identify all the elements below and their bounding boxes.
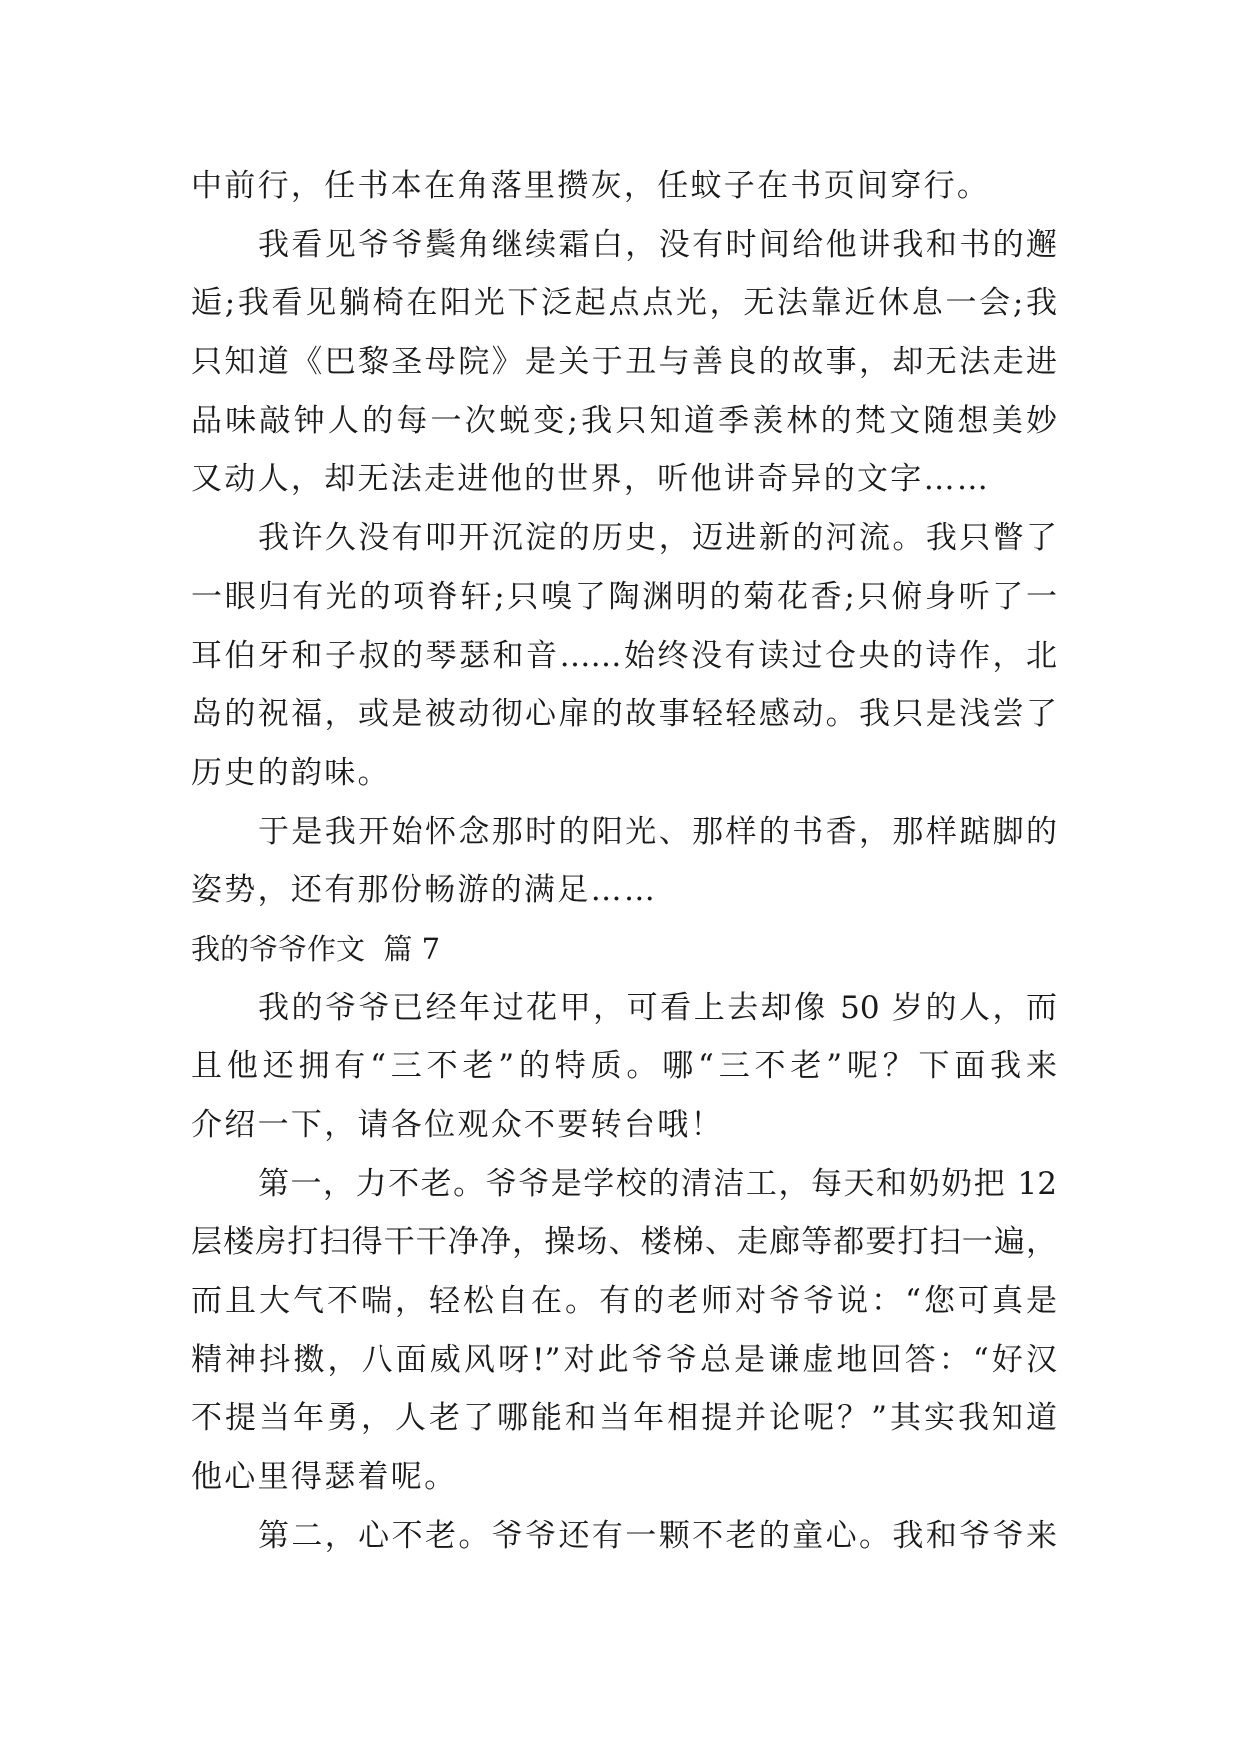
- text-line: 历史的韵味。: [191, 754, 391, 791]
- paragraph: [191, 509, 1057, 802]
- text-line: 且他还拥有“三不老”的特质。哪“三不老”呢？下面我来: [191, 1048, 1057, 1085]
- text-line: 第一，力不老。爷爷是学校的清洁工，每天和奶奶把 12: [258, 1165, 1057, 1202]
- text-line: 不提当年勇，人老了哪能和当年相提并论呢？”其实我知道: [191, 1400, 1057, 1437]
- paragraph: [191, 216, 1057, 509]
- text-line: 精神抖擞，八面威风呀!”对此爷爷总是谦虚地回答：“好汉: [191, 1341, 1057, 1378]
- paragraph: [191, 979, 1057, 1155]
- text-line: 逅;我看见躺椅在阳光下泛起点点光，无法靠近休息一会;我: [191, 285, 1057, 322]
- paragraph: [191, 803, 1057, 920]
- text-line: 他心里得瑟着呢。: [191, 1459, 458, 1496]
- text-line: 姿势，还有那份畅游的满足……: [191, 872, 658, 909]
- text-line: 层楼房打扫得干干净净，操场、楼梯、走廊等都要打扫一遍，: [191, 1224, 1057, 1261]
- text-line: 第二，心不老。爷爷还有一颗不老的童心。我和爷爷来: [258, 1517, 1057, 1554]
- text-line: 品味敲钟人的每一次蜕变;我只知道季羡林的梵文随想美妙: [191, 402, 1057, 439]
- text-line: 我看见爷爷鬓角继续霜白，没有时间给他讲我和书的邂: [258, 226, 1057, 263]
- text-line: 于是我开始怀念那时的阳光、那样的书香，那样踮脚的: [258, 813, 1057, 850]
- paragraph: [191, 1155, 1057, 1507]
- text-line: 耳伯牙和子叔的琴瑟和音……始终没有读过仓央的诗作，北: [191, 637, 1057, 674]
- paragraph: [191, 157, 1057, 216]
- text-line: 介绍一下，请各位观众不要转台哦！: [191, 1107, 724, 1143]
- text-line: 只知道《巴黎圣母院》是关于丑与善良的故事，却无法走进: [191, 344, 1057, 381]
- paragraph: [191, 1507, 1057, 1566]
- text-line: 中前行，任书本在角落里攒灰，任蚊子在书页间穿行。: [191, 168, 991, 204]
- text-line: 我许久没有叩开沉淀的历史，迈进新的河流。我只瞥了: [258, 520, 1057, 557]
- section-heading: 我的爷爷作文 篇 7: [191, 931, 441, 966]
- document-body: [191, 157, 1057, 1566]
- text-line: 一眼归有光的项脊轩;只嗅了陶渊明的菊花香;只俯身听了一: [191, 578, 1057, 615]
- text-line: 又动人，却无法走进他的世界，听他讲奇异的文字……: [191, 461, 991, 498]
- text-line: 而且大气不喘，轻松自在。有的老师对爷爷说：“您可真是: [191, 1283, 1057, 1320]
- text-line: 岛的祝福，或是被动彻心扉的故事轻轻感动。我只是浅尝了: [191, 696, 1057, 733]
- text-line: 我的爷爷已经年过花甲，可看上去却像 50 岁的人，而: [258, 989, 1057, 1026]
